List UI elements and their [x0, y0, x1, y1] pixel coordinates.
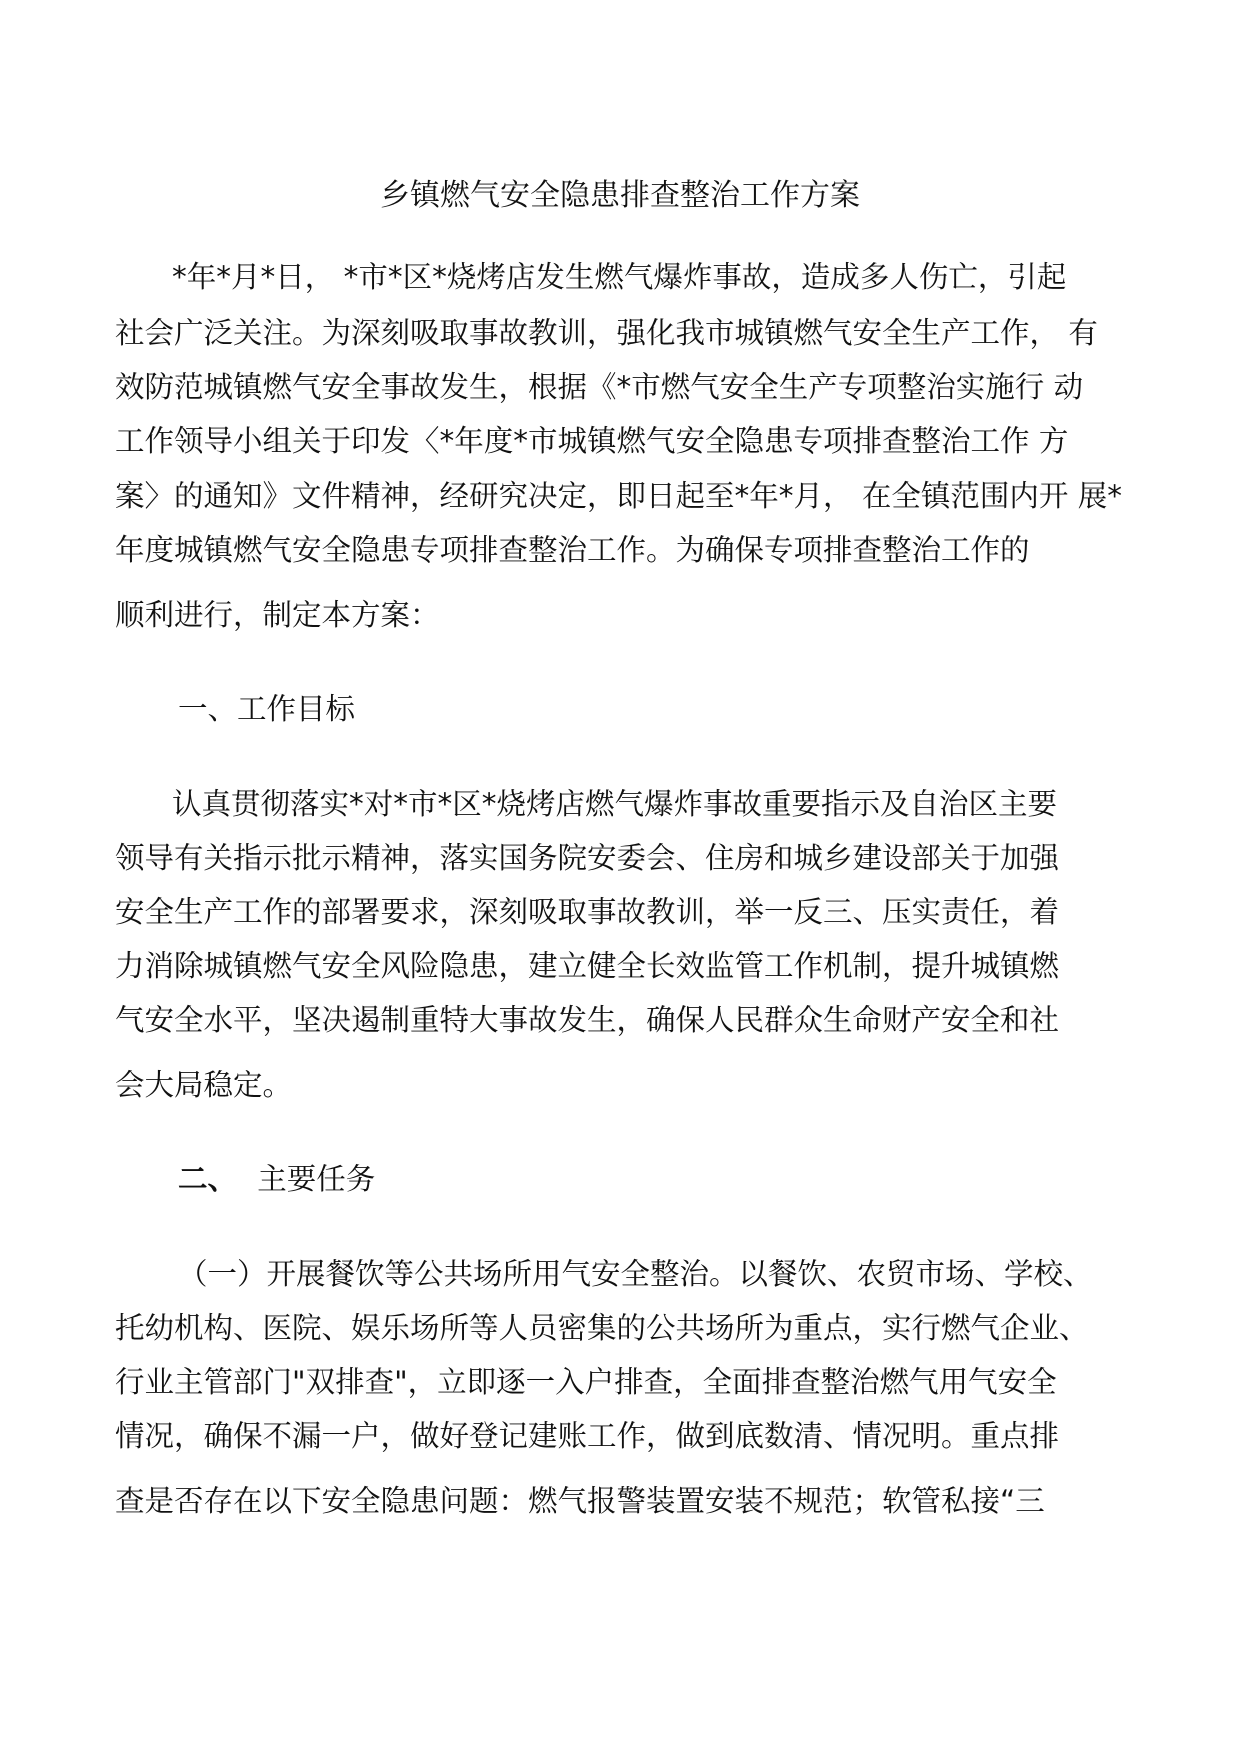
intro-line-2: 社会广泛关注。为深刻吸取事故教训，强化我市城镇燃气安全生产工作， 有 — [115, 316, 1098, 350]
section1-line-5: 气安全水平，坚决遏制重特大事故发生，确保人民群众生命财产安全和社 — [115, 1003, 1060, 1037]
section1-line-1: 认真贯彻落实*对*市*区*烧烤店燃气爆炸事故重要指示及自治区主要 — [172, 787, 1058, 821]
intro-line-6: 年度城镇燃气安全隐患专项排查整治工作。为确保专项排查整治工作的 — [115, 533, 1030, 567]
section1-line-4: 力消除城镇燃气安全风险隐患，建立健全长效监管工作机制，提升城镇燃 — [115, 949, 1060, 983]
section2-line-2: 托幼机构、医院、娱乐场所等人员密集的公共场所为重点，实行燃气企业、 — [115, 1311, 1089, 1345]
intro-line-5: 案〉的通知》文件精神，经研究决定，即日起至*年*月， 在全镇范围内开 展* — [115, 479, 1123, 513]
section2-line-4: 情况，确保不漏一户，做好登记建账工作，做到底数清、情况明。重点排 — [115, 1419, 1060, 1453]
section1-line-3: 安全生产工作的部署要求，深刻吸取事故教训，举一反三、压实责任，着 — [115, 895, 1060, 929]
intro-line-1: *年*月*日， *市*区*烧烤店发生燃气爆炸事故，造成多人伤亡，引起 — [172, 260, 1067, 294]
section2-heading-text: 主要任务 — [257, 1162, 376, 1196]
section2-line-3: 行业主管部门"双排查"，立即逐一入户排查，全面排查整治燃气用气安全 — [115, 1365, 1057, 1399]
section1-line-2: 领导有关指示批示精神，落实国务院安委会、住房和城乡建设部关于加强 — [115, 841, 1060, 875]
section2-line-5: 查是否存在以下安全隐患问题：燃气报警装置安装不规范；软管私接“三 — [115, 1484, 1045, 1518]
section2-heading — [178, 1159, 375, 1199]
section2-heading-number: 二、 — [178, 1162, 238, 1196]
section2-line-1: （一）开展餐饮等公共场所用气安全整治。以餐饮、农贸市场、学校、 — [178, 1257, 1093, 1291]
intro-line-3: 效防范城镇燃气安全事故发生，根据《*市燃气安全生产专项整治实施行 动 — [115, 370, 1084, 404]
section1-line-6: 会大局稳定。 — [115, 1068, 293, 1102]
intro-line-7: 顺利进行，制定本方案： — [115, 598, 440, 632]
section1-heading: 一、工作目标 — [178, 692, 356, 726]
document-title: 乡镇燃气安全隐患排查整治工作方案 — [380, 178, 860, 213]
intro-line-4: 工作领导小组关于印发〈*年度*市城镇燃气安全隐患专项排查整治工作 方 — [115, 424, 1069, 458]
